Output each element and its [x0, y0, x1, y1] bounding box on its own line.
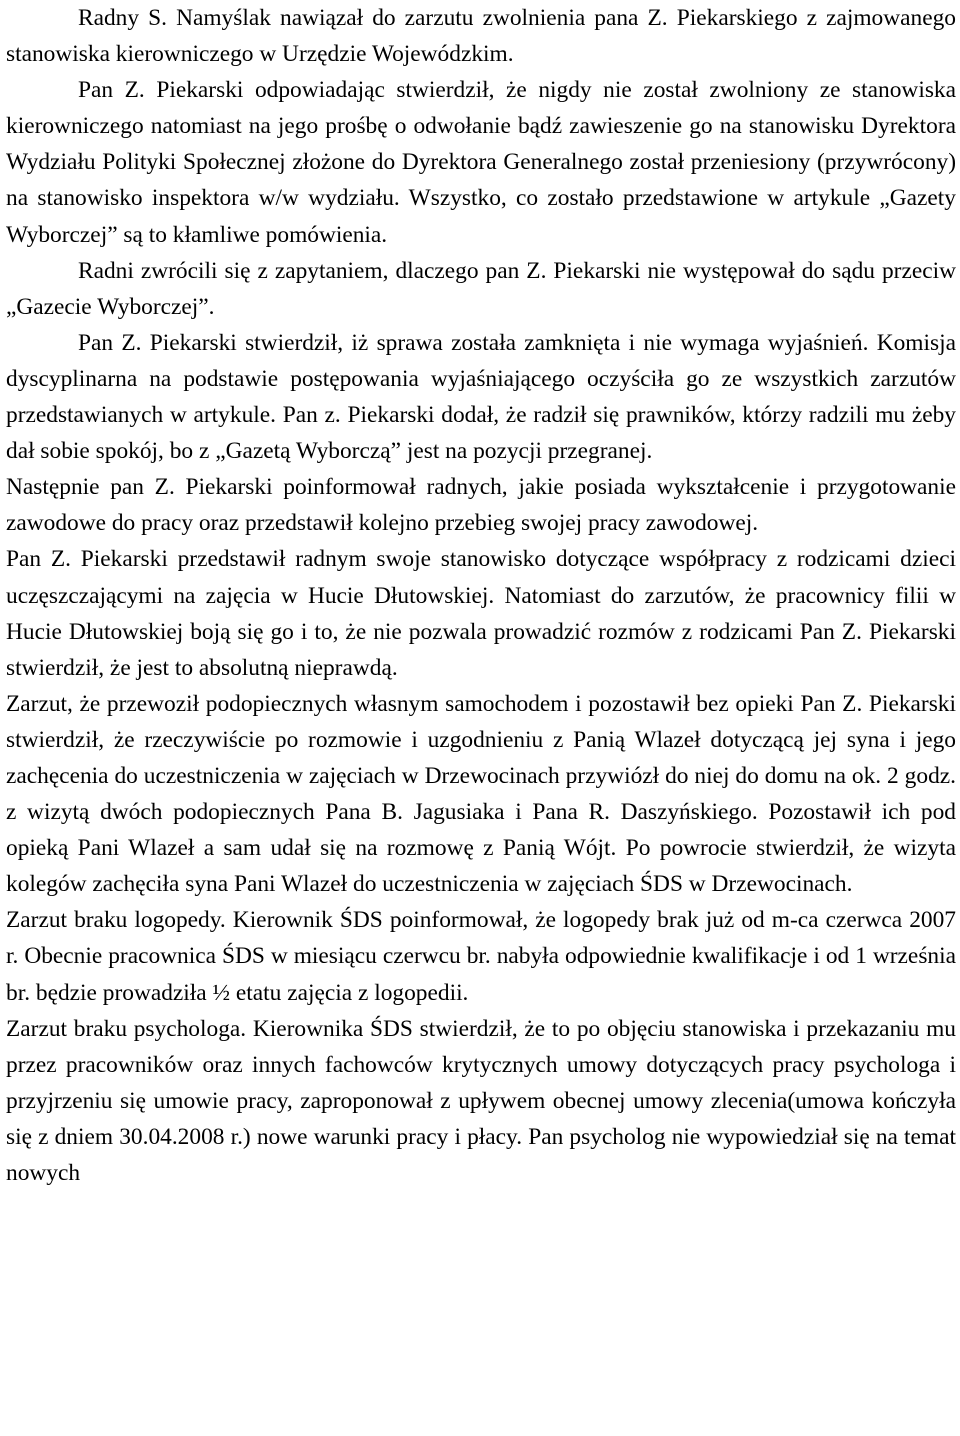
- paragraph-psychologist-wrap: [6, 1011, 956, 1191]
- paragraph-psychologist: Zarzut braku psychologa. Kierownika ŚDS stwierdził, że to po objęciu stanowiska i przekazaniu mu przez pracowników oraz innych fachowców krytycznych umowy dotyczących pracy psychologa i przyjrzeniu się umowie pracy, zaproponował z upływem obecnej umowy zlecenia(umowa kończyła się z dniem 30.04.2008 r.) nowe warunki pracy i płacy. Pan psycholog nie wypowiedział się na temat nowych: [6, 1015, 956, 1186]
- paragraph-radni-question: Radni zwrócili się z zapytaniem, dlaczego pan Z. Piekarski nie występował do sądu przeciw „Gazecie Wyborczej”.: [6, 257, 956, 320]
- paragraph-piekarski-response: Pan Z. Piekarski odpowiadając stwierdził, że nigdy nie został zwolniony ze stanowiska kierowniczego natomiast na jego prośbę o odwołanie bądź zawieszenie go na stanowisku Dyrektora Wydziału Polityki Społecznej złożone do Dyrektora Generalnego został przeniesiony (przywrócony) na stanowisko inspektora w/w wydziału. Wszystko, co zostało przedstawione w artykule „Gazety Wyborczej” są to kłamliwe pomówienia.: [6, 77, 956, 248]
- paragraph-cooperation-parents: Pan Z. Piekarski przedstawił radnym swoje stanowisko dotyczące współpracy z rodzicami dzieci uczęszczającymi na zajęcia w Hucie Dłutowskiej. Natomiast do zarzutów, że pracownicy filii w Hucie Dłutowskiej boją się go i to, że nie pozwala prowadzić rozmów z rodzicami Pan Z. Piekarski stwierdził, że jest to absolutną nieprawdą.: [6, 546, 956, 681]
- paragraph-case-closed: Pan Z. Piekarski stwierdził, iż sprawa została zamknięta i nie wymaga wyjaśnień. Komisja dyscyplinarna na podstawie postępowania wyjaśniającego oczyściła go ze wszystkich zarzutów przedstawianych w artykule. Pan z. Piekarski dodał, że radził się prawników, którzy radzili mu żeby dał sobie spokój, bo z „Gazetą Wyborczą” jest na pozycji przegranej.: [6, 329, 956, 465]
- paragraph-education: Następnie pan Z. Piekarski poinformował radnych, jakie posiada wykształcenie i przygotowanie zawodowe do pracy oraz przedstawił kolejno przebieg swojej pracy zawodowej.: [6, 474, 956, 537]
- paragraph-speech-therapist: Zarzut braku logopedy. Kierownik ŚDS poinformował, że logopedy brak już od m-ca czerwca 2007 r. Obecnie pracownica ŚDS w miesiącu czerwcu br. nabyła odpowiednie kwalifikacje i od 1 września br. będzie prowadziła ½ etatu zajęcia z logopedii.: [6, 907, 956, 1006]
- document-page: [6, 0, 956, 1191]
- paragraph-transport-charge: Zarzut, że przewoził podopiecznych własnym samochodem i pozostawił bez opieki Pan Z. Piekarski stwierdził, że rzeczywiście po rozmowie i uzgodnieniu z Panią Wlazeł dotyczącą jej syna i jego zachęcenia do uczestniczenia w zajęciach w Drzewocinach przywiózł do niej do domu na ok. 2 godz. z wizytą dwóch podopiecznych Pana B. Jagusiaka i Pana R. Daszyńskiego. Pozostawił ich pod opieką Pani Wlazeł a sam udał się na rozmowę z Panią Wójt. Po powrocie stwierdził, że wizyta kolegów zachęciła syna Pani Wlazeł do uczestniczenia w zajęciach ŚDS w Drzewocinach.: [6, 690, 956, 898]
- paragraph-namyslak: Radny S. Namyślak nawiązał do zarzutu zwolnienia pana Z. Piekarskiego z zajmowanego stanowiska kierowniczego w Urzędzie Wojewódzkim.: [6, 5, 956, 68]
